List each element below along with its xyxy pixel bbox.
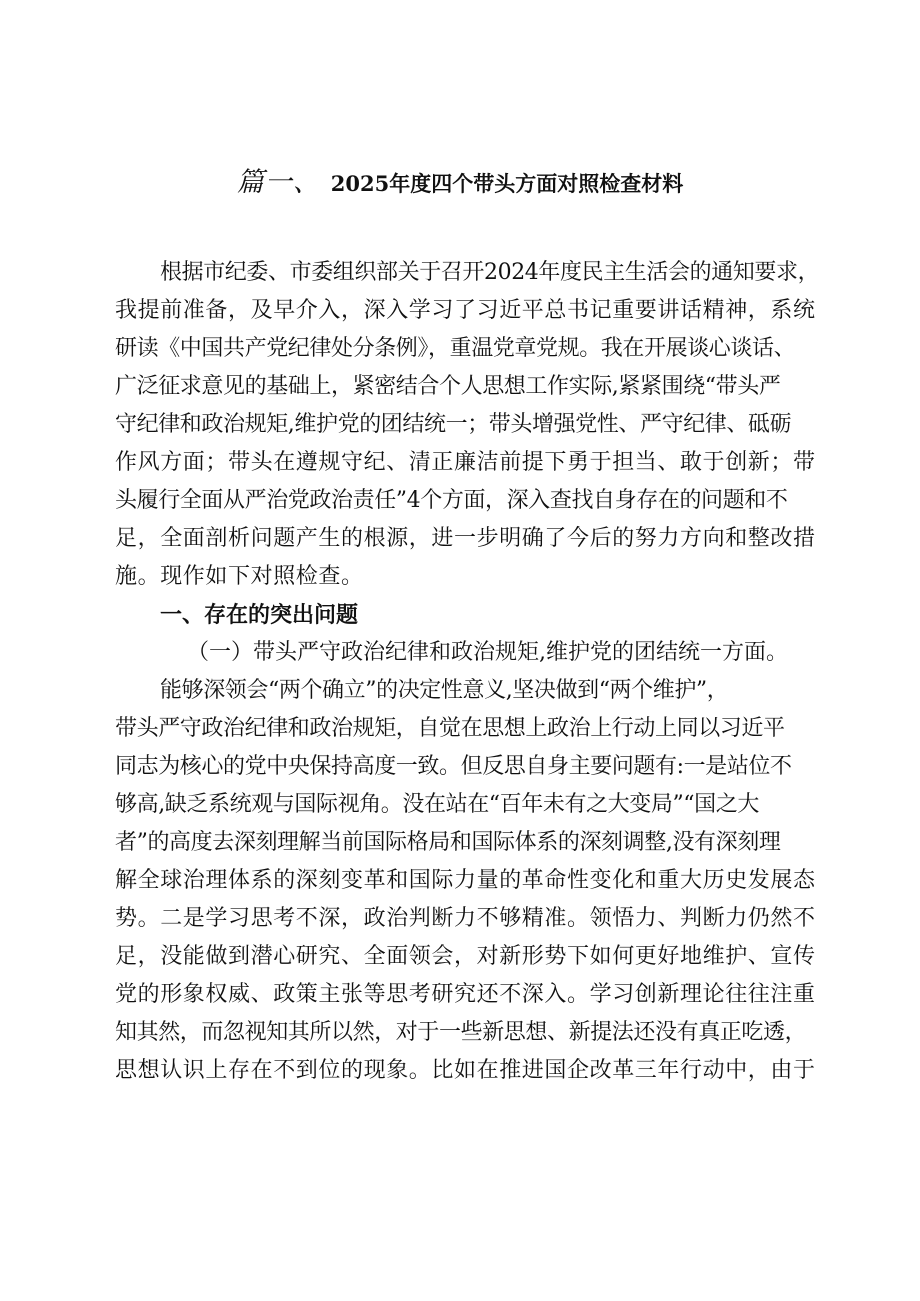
- paragraph-line: 研读《中国共产党纪律处分条例》，重温党章党规。我在开展谈心谈话、: [115, 336, 796, 361]
- paragraph-line: 解全球治理体系的深刻变革和国际力量的革命性变化和重大历史发展态: [115, 868, 816, 893]
- paragraph-line: 根据市纪委、市委组织部关于召开2024年度民主生活会的通知要求，: [160, 260, 820, 285]
- subsection-heading: （一）带头严守政治纪律和政治规矩,维护党的团结统一方面。: [187, 640, 788, 665]
- paragraph-line: 思想认识上存在不到位的现象。比如在推进国企改革三年行动中，由于: [115, 1058, 816, 1083]
- paragraph-line: 知其然，而忽视知其所以然，对于一些新思想、新提法还没有真正吃透，: [115, 1020, 807, 1045]
- paragraph-line: 守纪律和政治规矩,维护党的团结统一；带头增强党性、严守纪律、砥砺: [115, 412, 792, 437]
- document-body: [115, 254, 825, 1090]
- paragraph-line: 者”的高度去深刻理解当前国际格局和国际体系的深刻调整,没有深刻理: [115, 830, 781, 855]
- paragraph-line: 带头严守政治纪律和政治规矩，自觉在思想上政治上行动上同以习近平: [115, 716, 785, 741]
- paragraph-line: 同志为核心的党中央保持高度一致。但反思自身主要问题有:一是站位不: [115, 754, 792, 779]
- title-prefix: 篇一、: [236, 167, 321, 198]
- paragraph-line: 作风方面；带头在遵规守纪、清正廉洁前提下勇于担当、敢于创新；带: [115, 450, 816, 475]
- paragraph-line: 足，全面剖析问题产生的根源，进一步明确了今后的努力方向和整改措: [115, 526, 816, 551]
- title-main: 2025年度四个带头方面对照检查材料: [330, 171, 684, 196]
- paragraph-line: 施。现作如下对照检查。: [115, 564, 364, 589]
- paragraph-line: 势。二是学习思考不深，政治判断力不够精准。领悟力、判断力仍然不: [115, 906, 816, 931]
- paragraph-line: 足，没能做到潜心研究、全面领会，对新形势下如何更好地维护、宣传: [115, 944, 816, 969]
- paragraph-line: 广泛征求意见的基础上，紧密结合个人思想工作实际,紧紧围绕“带头严: [115, 374, 781, 399]
- paragraph-line: 头履行全面从严治党政治责任”4个方面，深入查找自身存在的问题和不: [115, 488, 788, 513]
- paragraph-line: 党的形象权威、政策主张等思考研究还不深入。学习创新理论往往注重: [115, 982, 816, 1007]
- paragraph-line: 够高,缺乏系统观与国际视角。没在站在“百年未有之大变局”“国之大: [115, 792, 759, 817]
- paragraph-line: 我提前准备，及早介入，深入学习了习近平总书记重要讲话精神，系统: [115, 298, 816, 323]
- paragraph-line: 能够深领会“两个确立”的决定性意义,坚决做到“两个维护”，: [160, 678, 729, 703]
- document-title: [0, 160, 920, 199]
- section-heading: 一、存在的突出问题: [160, 602, 359, 628]
